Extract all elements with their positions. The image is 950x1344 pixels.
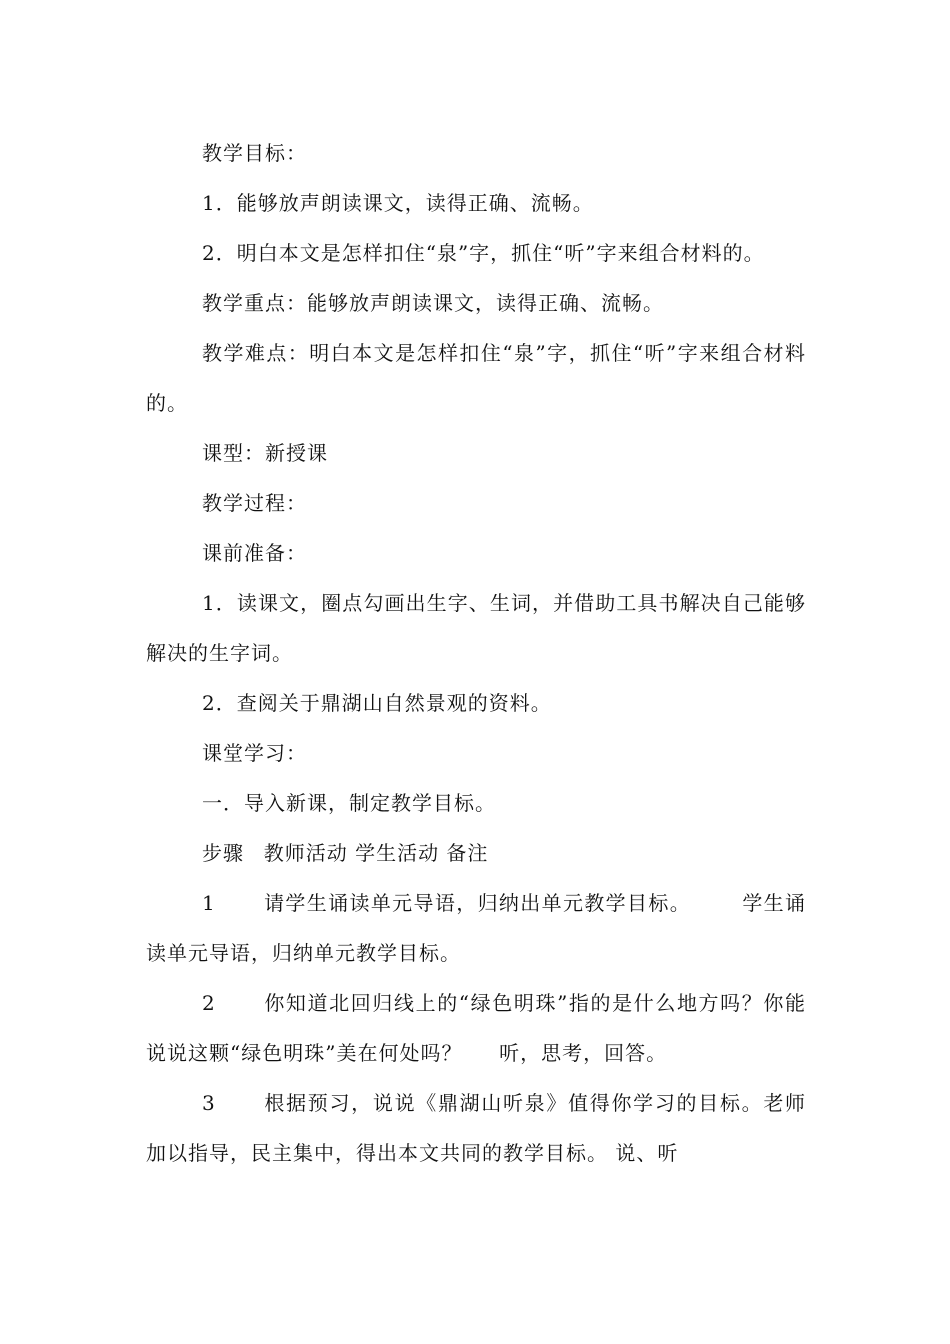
goal-item-2: 2．明白本文是怎样扣住“泉”字，抓住“听”字来组合材料的。 — [202, 241, 765, 265]
teaching-difficulty: 教学难点：明白本文是怎样扣住“泉”字，抓住“听”字来组合材料的。 — [146, 341, 806, 415]
teaching-key-point: 教学重点：能够放声朗读课文，读得正确、流畅。 — [202, 291, 664, 315]
goal-item-1: 1．能够放声朗读课文，读得正确、流畅。 — [202, 191, 594, 215]
preparation-item-2: 2．查阅关于鼎湖山自然景观的资料。 — [202, 691, 552, 715]
heading-classroom-learning: 课堂学习： — [202, 741, 307, 765]
step-row-1: 1 请学生诵读单元导语，归纳出单元教学目标。 学生诵读单元导语，归纳单元教学目标。 — [146, 891, 807, 965]
document-body — [146, 128, 806, 1178]
heading-preparation: 课前准备： — [202, 541, 307, 565]
heading-teaching-process: 教学过程： — [202, 491, 307, 515]
lesson-type: 课型：新授课 — [202, 441, 328, 465]
heading-teaching-goals: 教学目标： — [202, 141, 307, 165]
step-table-header: 步骤 教师活动 学生活动 备注 — [202, 841, 489, 865]
step-row-3: 3 根据预习，说说《鼎湖山听泉》值得你学习的目标。老师加以指导，民主集中，得出本文共同的教学目标。 说、听 — [146, 1091, 807, 1165]
section-intro: 一．导入新课，制定教学目标。 — [202, 791, 496, 815]
preparation-item-1: 1．读课文，圈点勾画出生字、生词，并借助工具书解决自己能够解决的生字词。 — [146, 591, 806, 665]
step-row-2: 2 你知道北回归线上的“绿色明珠”指的是什么地方吗？你能说说这颗“绿色明珠”美在何处吗？ 听，思考，回答。 — [146, 991, 806, 1065]
